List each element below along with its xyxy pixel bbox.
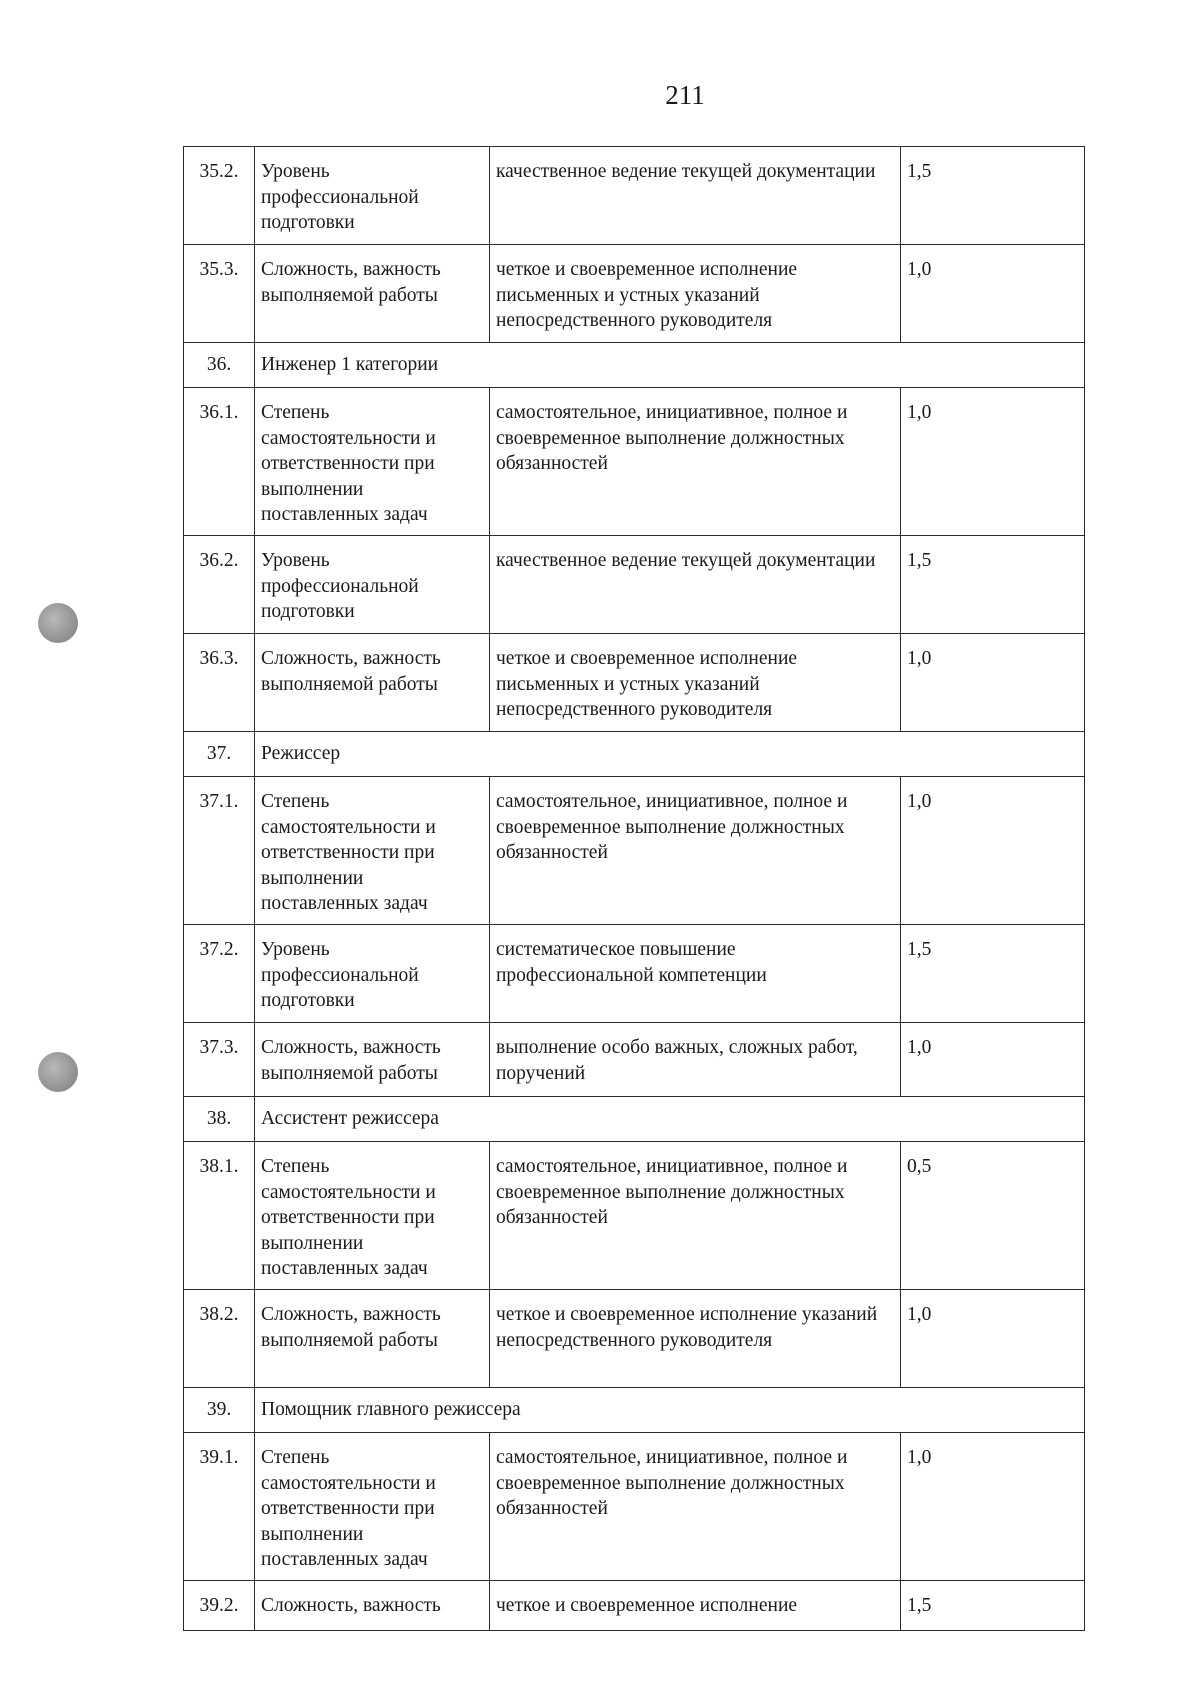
criterion-cell: Степень самостоятельности и ответственности при выполнении поставленных задач <box>255 1142 490 1290</box>
description-cell: самостоятельное, инициативное, полное и своевременное выполнение должностных обязанностей <box>490 1433 901 1581</box>
row-number: 39.1. <box>184 1433 255 1581</box>
description-cell: самостоятельное, инициативное, полное и своевременное выполнение должностных обязанностей <box>490 388 901 536</box>
section-row <box>184 1097 1085 1142</box>
value-cell: 1,5 <box>901 536 1085 634</box>
row-number: 35.2. <box>184 147 255 245</box>
punch-hole-mark <box>38 603 78 643</box>
value-cell: 1,0 <box>901 1023 1085 1097</box>
table-row <box>184 1142 1085 1290</box>
description-cell: выполнение особо важных, сложных работ, поручений <box>490 1023 901 1097</box>
description-cell: самостоятельное, инициативное, полное и своевременное выполнение должностных обязанностей <box>490 1142 901 1290</box>
section-number: 36. <box>184 343 255 388</box>
row-number: 36.3. <box>184 634 255 732</box>
criterion-cell: Сложность, важность выполняемой работы <box>255 245 490 343</box>
value-cell: 1,0 <box>901 388 1085 536</box>
criterion-cell: Сложность, важность выполняемой работы <box>255 1023 490 1097</box>
section-row <box>184 732 1085 777</box>
section-title: Помощник главного режиссера <box>255 1388 1085 1433</box>
criterion-cell: Сложность, важность выполняемой работы <box>255 1290 490 1388</box>
section-row <box>184 1388 1085 1433</box>
value-cell: 1,5 <box>901 1581 1085 1631</box>
table-row <box>184 245 1085 343</box>
row-number: 38.1. <box>184 1142 255 1290</box>
criterion-cell: Степень самостоятельности и ответственности при выполнении поставленных задач <box>255 777 490 925</box>
table-row <box>184 1581 1085 1631</box>
section-number: 39. <box>184 1388 255 1433</box>
criterion-cell: Уровень профессиональной подготовки <box>255 925 490 1023</box>
row-number: 38.2. <box>184 1290 255 1388</box>
criterion-cell: Уровень профессиональной подготовки <box>255 536 490 634</box>
table-row <box>184 1023 1085 1097</box>
description-cell: систематическое повышение профессиональной компетенции <box>490 925 901 1023</box>
row-number: 35.3. <box>184 245 255 343</box>
row-number: 36.1. <box>184 388 255 536</box>
table-row <box>184 388 1085 536</box>
criterion-cell: Степень самостоятельности и ответственности при выполнении поставленных задач <box>255 1433 490 1581</box>
table-row <box>184 147 1085 245</box>
row-number: 36.2. <box>184 536 255 634</box>
criterion-cell: Уровень профессиональной подготовки <box>255 147 490 245</box>
section-title: Ассистент режиссера <box>255 1097 1085 1142</box>
value-cell: 1,0 <box>901 245 1085 343</box>
value-cell: 1,0 <box>901 1433 1085 1581</box>
description-cell: самостоятельное, инициативное, полное и своевременное выполнение должностных обязанностей <box>490 777 901 925</box>
row-number: 37.1. <box>184 777 255 925</box>
criteria-table <box>183 146 1085 1631</box>
table-row <box>184 536 1085 634</box>
row-number: 37.3. <box>184 1023 255 1097</box>
description-cell: четкое и своевременное исполнение <box>490 1581 901 1631</box>
section-number: 37. <box>184 732 255 777</box>
criterion-cell: Сложность, важность выполняемой работы <box>255 634 490 732</box>
value-cell: 0,5 <box>901 1142 1085 1290</box>
criterion-cell: Степень самостоятельности и ответственности при выполнении поставленных задач <box>255 388 490 536</box>
value-cell: 1,0 <box>901 634 1085 732</box>
value-cell: 1,0 <box>901 777 1085 925</box>
section-row <box>184 343 1085 388</box>
description-cell: четкое и своевременное исполнение письменных и устных указаний непосредственного руководителя <box>490 634 901 732</box>
section-number: 38. <box>184 1097 255 1142</box>
description-cell: четкое и своевременное исполнение письменных и устных указаний непосредственного руководителя <box>490 245 901 343</box>
value-cell: 1,5 <box>901 925 1085 1023</box>
description-cell: качественное ведение текущей документации <box>490 147 901 245</box>
value-cell: 1,0 <box>901 1290 1085 1388</box>
page-number: 211 <box>665 80 705 110</box>
punch-hole-mark <box>38 1052 78 1092</box>
section-title: Инженер 1 категории <box>255 343 1085 388</box>
table-row <box>184 634 1085 732</box>
table-row <box>184 777 1085 925</box>
table-row <box>184 1433 1085 1581</box>
row-number: 39.2. <box>184 1581 255 1631</box>
description-cell: четкое и своевременное исполнение указаний непосредственного руководителя <box>490 1290 901 1388</box>
table-row <box>184 1290 1085 1388</box>
value-cell: 1,5 <box>901 147 1085 245</box>
criterion-cell: Сложность, важность <box>255 1581 490 1631</box>
table-row <box>184 925 1085 1023</box>
row-number: 37.2. <box>184 925 255 1023</box>
description-cell: качественное ведение текущей документации <box>490 536 901 634</box>
section-title: Режиссер <box>255 732 1085 777</box>
